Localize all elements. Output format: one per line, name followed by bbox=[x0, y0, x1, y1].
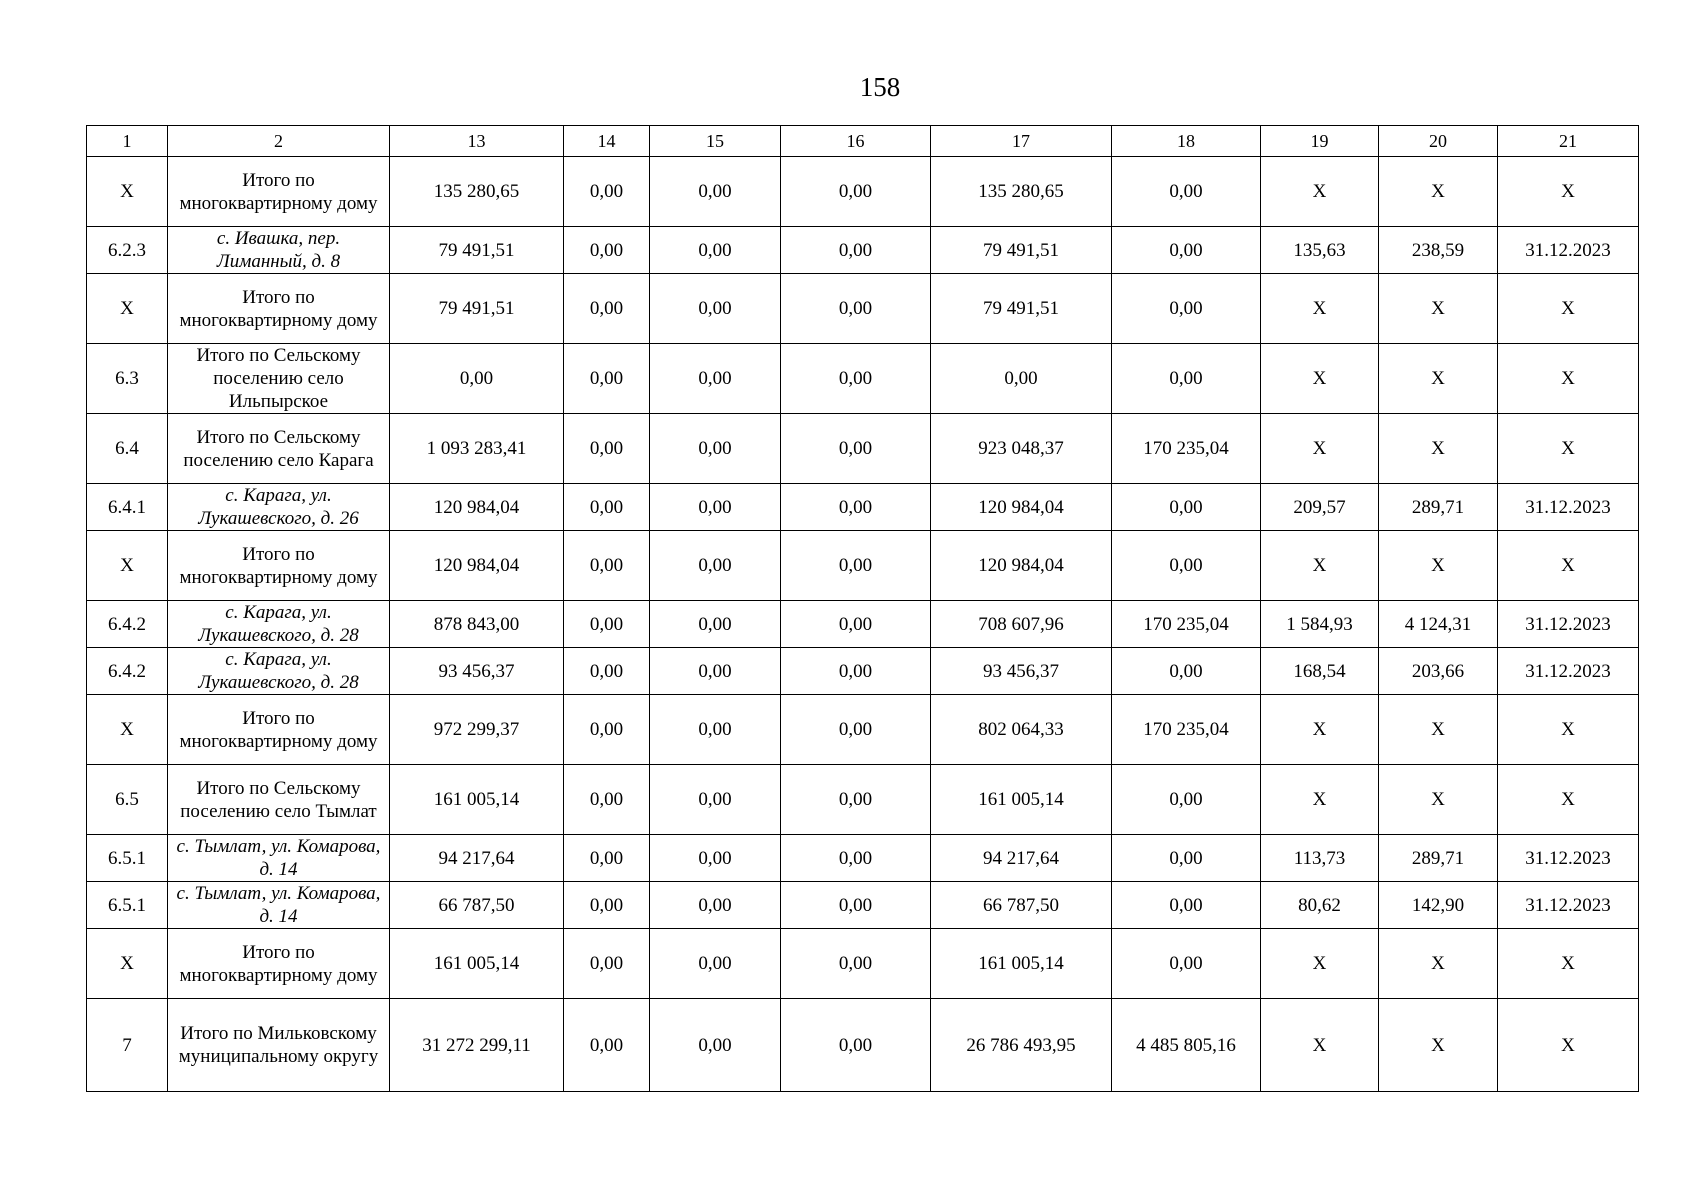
value-cell: 0,00 bbox=[650, 157, 781, 227]
row-name-cell: с. Карага, ул. Лукашевского, д. 26 bbox=[168, 484, 390, 531]
value-cell: Х bbox=[1261, 999, 1379, 1092]
value-cell: 0,00 bbox=[564, 531, 650, 601]
value-cell: 0,00 bbox=[781, 882, 931, 929]
value-cell: Х bbox=[1261, 274, 1379, 344]
value-cell: 31.12.2023 bbox=[1498, 227, 1639, 274]
value-cell: 0,00 bbox=[564, 274, 650, 344]
value-cell: Х bbox=[1261, 531, 1379, 601]
value-cell: 289,71 bbox=[1379, 484, 1498, 531]
table-row bbox=[87, 882, 1639, 929]
value-cell: 0,00 bbox=[1112, 929, 1261, 999]
value-cell: 120 984,04 bbox=[390, 531, 564, 601]
value-cell: 0,00 bbox=[650, 765, 781, 835]
value-cell: 0,00 bbox=[781, 929, 931, 999]
table-row bbox=[87, 227, 1639, 274]
row-name-cell: Итого по Мильковскому муниципальному округу bbox=[168, 999, 390, 1092]
table-row bbox=[87, 929, 1639, 999]
value-cell: Х bbox=[1498, 414, 1639, 484]
column-header: 1 bbox=[87, 126, 168, 157]
row-name-cell: Итого по Сельскому поселению село Тымлат bbox=[168, 765, 390, 835]
table-row bbox=[87, 157, 1639, 227]
value-cell: 0,00 bbox=[564, 344, 650, 414]
value-cell: Х bbox=[1498, 999, 1639, 1092]
value-cell: 0,00 bbox=[564, 999, 650, 1092]
value-cell: 4 485 805,16 bbox=[1112, 999, 1261, 1092]
value-cell: 170 235,04 bbox=[1112, 695, 1261, 765]
value-cell: 80,62 bbox=[1261, 882, 1379, 929]
value-cell: 0,00 bbox=[781, 601, 931, 648]
value-cell: 0,00 bbox=[564, 227, 650, 274]
value-cell: Х bbox=[1379, 695, 1498, 765]
value-cell: 0,00 bbox=[650, 344, 781, 414]
value-cell: 0,00 bbox=[650, 227, 781, 274]
value-cell: 120 984,04 bbox=[931, 484, 1112, 531]
value-cell: 113,73 bbox=[1261, 835, 1379, 882]
value-cell: 4 124,31 bbox=[1379, 601, 1498, 648]
value-cell: 0,00 bbox=[564, 484, 650, 531]
value-cell: 0,00 bbox=[781, 157, 931, 227]
value-cell: 878 843,00 bbox=[390, 601, 564, 648]
value-cell: 135 280,65 bbox=[390, 157, 564, 227]
row-number-cell: 6.5.1 bbox=[87, 835, 168, 882]
value-cell: 203,66 bbox=[1379, 648, 1498, 695]
value-cell: 0,00 bbox=[1112, 344, 1261, 414]
value-cell: 31.12.2023 bbox=[1498, 484, 1639, 531]
row-name-cell: с. Ивашка, пер. Лиманный, д. 8 bbox=[168, 227, 390, 274]
value-cell: 135,63 bbox=[1261, 227, 1379, 274]
value-cell: Х bbox=[1261, 929, 1379, 999]
value-cell: Х bbox=[1261, 414, 1379, 484]
value-cell: Х bbox=[1379, 999, 1498, 1092]
value-cell: 0,00 bbox=[564, 695, 650, 765]
value-cell: 93 456,37 bbox=[390, 648, 564, 695]
value-cell: 0,00 bbox=[564, 414, 650, 484]
value-cell: 923 048,37 bbox=[931, 414, 1112, 484]
value-cell: 0,00 bbox=[564, 929, 650, 999]
value-cell: Х bbox=[1379, 414, 1498, 484]
value-cell: 170 235,04 bbox=[1112, 601, 1261, 648]
value-cell: 94 217,64 bbox=[390, 835, 564, 882]
value-cell: 142,90 bbox=[1379, 882, 1498, 929]
value-cell: 79 491,51 bbox=[390, 274, 564, 344]
value-cell: 0,00 bbox=[650, 999, 781, 1092]
value-cell: 0,00 bbox=[564, 835, 650, 882]
column-header: 15 bbox=[650, 126, 781, 157]
value-cell: 31.12.2023 bbox=[1498, 882, 1639, 929]
table-row bbox=[87, 999, 1639, 1092]
column-header: 14 bbox=[564, 126, 650, 157]
value-cell: 31.12.2023 bbox=[1498, 601, 1639, 648]
value-cell: 0,00 bbox=[781, 344, 931, 414]
value-cell: 0,00 bbox=[650, 601, 781, 648]
value-cell: 0,00 bbox=[781, 765, 931, 835]
value-cell: Х bbox=[1498, 929, 1639, 999]
table-body bbox=[87, 157, 1639, 1092]
value-cell: 168,54 bbox=[1261, 648, 1379, 695]
value-cell: 0,00 bbox=[650, 274, 781, 344]
table-row bbox=[87, 274, 1639, 344]
row-name-cell: Итого по Сельскому поселению село Ильпырское bbox=[168, 344, 390, 414]
value-cell: 79 491,51 bbox=[931, 274, 1112, 344]
value-cell: 31 272 299,11 bbox=[390, 999, 564, 1092]
header-row bbox=[87, 126, 1639, 157]
value-cell: 66 787,50 bbox=[931, 882, 1112, 929]
value-cell: 0,00 bbox=[1112, 648, 1261, 695]
row-number-cell: Х bbox=[87, 274, 168, 344]
column-header: 18 bbox=[1112, 126, 1261, 157]
value-cell: Х bbox=[1498, 157, 1639, 227]
value-cell: 79 491,51 bbox=[390, 227, 564, 274]
value-cell: 94 217,64 bbox=[931, 835, 1112, 882]
value-cell: 0,00 bbox=[931, 344, 1112, 414]
row-name-cell: Итого по многоквартирному дому bbox=[168, 929, 390, 999]
value-cell: 0,00 bbox=[781, 484, 931, 531]
value-cell: 31.12.2023 bbox=[1498, 835, 1639, 882]
table-row bbox=[87, 531, 1639, 601]
value-cell: 0,00 bbox=[781, 999, 931, 1092]
column-header: 13 bbox=[390, 126, 564, 157]
value-cell: 161 005,14 bbox=[931, 929, 1112, 999]
value-cell: 0,00 bbox=[1112, 882, 1261, 929]
value-cell: 0,00 bbox=[781, 695, 931, 765]
page-number: 158 bbox=[859, 72, 901, 102]
row-number-cell: 6.2.3 bbox=[87, 227, 168, 274]
value-cell: Х bbox=[1261, 765, 1379, 835]
row-number-cell: Х bbox=[87, 157, 168, 227]
value-cell: 0,00 bbox=[1112, 484, 1261, 531]
row-name-cell: с. Карага, ул. Лукашевского, д. 28 bbox=[168, 601, 390, 648]
value-cell: 802 064,33 bbox=[931, 695, 1112, 765]
row-number-cell: 7 bbox=[87, 999, 168, 1092]
value-cell: 66 787,50 bbox=[390, 882, 564, 929]
row-number-cell: Х bbox=[87, 695, 168, 765]
value-cell: 0,00 bbox=[650, 484, 781, 531]
value-cell: 1 584,93 bbox=[1261, 601, 1379, 648]
value-cell: 0,00 bbox=[564, 765, 650, 835]
row-name-cell: Итого по многоквартирному дому bbox=[168, 695, 390, 765]
value-cell: 79 491,51 bbox=[931, 227, 1112, 274]
column-header: 20 bbox=[1379, 126, 1498, 157]
value-cell: 1 093 283,41 bbox=[390, 414, 564, 484]
value-cell: 238,59 bbox=[1379, 227, 1498, 274]
value-cell: 972 299,37 bbox=[390, 695, 564, 765]
column-header: 2 bbox=[168, 126, 390, 157]
value-cell: 0,00 bbox=[390, 344, 564, 414]
row-number-cell: 6.4 bbox=[87, 414, 168, 484]
row-name-cell: Итого по Сельскому поселению село Карага bbox=[168, 414, 390, 484]
value-cell: Х bbox=[1498, 765, 1639, 835]
value-cell: 0,00 bbox=[781, 835, 931, 882]
value-cell: 0,00 bbox=[1112, 227, 1261, 274]
column-header: 17 bbox=[931, 126, 1112, 157]
value-cell: 161 005,14 bbox=[390, 765, 564, 835]
value-cell: Х bbox=[1498, 344, 1639, 414]
row-number-cell: 6.5 bbox=[87, 765, 168, 835]
value-cell: 0,00 bbox=[564, 601, 650, 648]
value-cell: 0,00 bbox=[1112, 157, 1261, 227]
value-cell: 0,00 bbox=[781, 227, 931, 274]
table-row bbox=[87, 765, 1639, 835]
value-cell: 0,00 bbox=[564, 157, 650, 227]
value-cell: 209,57 bbox=[1261, 484, 1379, 531]
value-cell: Х bbox=[1379, 929, 1498, 999]
value-cell: 0,00 bbox=[650, 695, 781, 765]
value-cell: 0,00 bbox=[650, 929, 781, 999]
value-cell: Х bbox=[1379, 531, 1498, 601]
row-number-cell: 6.4.2 bbox=[87, 601, 168, 648]
value-cell: Х bbox=[1498, 274, 1639, 344]
value-cell: 289,71 bbox=[1379, 835, 1498, 882]
value-cell: 0,00 bbox=[1112, 835, 1261, 882]
value-cell: 93 456,37 bbox=[931, 648, 1112, 695]
table-row bbox=[87, 601, 1639, 648]
value-cell: 0,00 bbox=[564, 882, 650, 929]
value-cell: Х bbox=[1379, 274, 1498, 344]
value-cell: 0,00 bbox=[564, 648, 650, 695]
value-cell: 0,00 bbox=[650, 648, 781, 695]
row-number-cell: 6.4.2 bbox=[87, 648, 168, 695]
value-cell: 708 607,96 bbox=[931, 601, 1112, 648]
value-cell: Х bbox=[1379, 344, 1498, 414]
value-cell: 26 786 493,95 bbox=[931, 999, 1112, 1092]
value-cell: 0,00 bbox=[1112, 531, 1261, 601]
row-name-cell: Итого по многоквартирному дому bbox=[168, 274, 390, 344]
value-cell: Х bbox=[1379, 765, 1498, 835]
row-name-cell: Итого по многоквартирному дому bbox=[168, 531, 390, 601]
row-number-cell: Х bbox=[87, 531, 168, 601]
value-cell: 161 005,14 bbox=[390, 929, 564, 999]
row-number-cell: Х bbox=[87, 929, 168, 999]
value-cell: 0,00 bbox=[650, 531, 781, 601]
table-row bbox=[87, 414, 1639, 484]
table-row bbox=[87, 835, 1639, 882]
value-cell: 0,00 bbox=[1112, 274, 1261, 344]
row-number-cell: 6.4.1 bbox=[87, 484, 168, 531]
table-row bbox=[87, 344, 1639, 414]
value-cell: Х bbox=[1261, 157, 1379, 227]
value-cell: 0,00 bbox=[781, 274, 931, 344]
value-cell: Х bbox=[1261, 344, 1379, 414]
value-cell: 120 984,04 bbox=[390, 484, 564, 531]
table-row bbox=[87, 648, 1639, 695]
row-name-cell: с. Карага, ул. Лукашевского, д. 28 bbox=[168, 648, 390, 695]
value-cell: 0,00 bbox=[1112, 765, 1261, 835]
value-cell: 0,00 bbox=[650, 414, 781, 484]
row-name-cell: Итого по многоквартирному дому bbox=[168, 157, 390, 227]
value-cell: Х bbox=[1498, 695, 1639, 765]
value-cell: 0,00 bbox=[781, 531, 931, 601]
row-name-cell: с. Тымлат, ул. Комарова, д. 14 bbox=[168, 835, 390, 882]
value-cell: 0,00 bbox=[781, 414, 931, 484]
column-header: 16 bbox=[781, 126, 931, 157]
value-cell: 170 235,04 bbox=[1112, 414, 1261, 484]
column-header: 19 bbox=[1261, 126, 1379, 157]
value-cell: 161 005,14 bbox=[931, 765, 1112, 835]
value-cell: 0,00 bbox=[650, 882, 781, 929]
value-cell: 0,00 bbox=[781, 648, 931, 695]
value-cell: Х bbox=[1261, 695, 1379, 765]
value-cell: Х bbox=[1379, 157, 1498, 227]
row-name-cell: с. Тымлат, ул. Комарова, д. 14 bbox=[168, 882, 390, 929]
data-table bbox=[86, 125, 1639, 1092]
table-row bbox=[87, 695, 1639, 765]
row-number-cell: 6.5.1 bbox=[87, 882, 168, 929]
row-number-cell: 6.3 bbox=[87, 344, 168, 414]
value-cell: Х bbox=[1498, 531, 1639, 601]
table-row bbox=[87, 484, 1639, 531]
value-cell: 0,00 bbox=[650, 835, 781, 882]
column-header: 21 bbox=[1498, 126, 1639, 157]
value-cell: 31.12.2023 bbox=[1498, 648, 1639, 695]
value-cell: 135 280,65 bbox=[931, 157, 1112, 227]
value-cell: 120 984,04 bbox=[931, 531, 1112, 601]
